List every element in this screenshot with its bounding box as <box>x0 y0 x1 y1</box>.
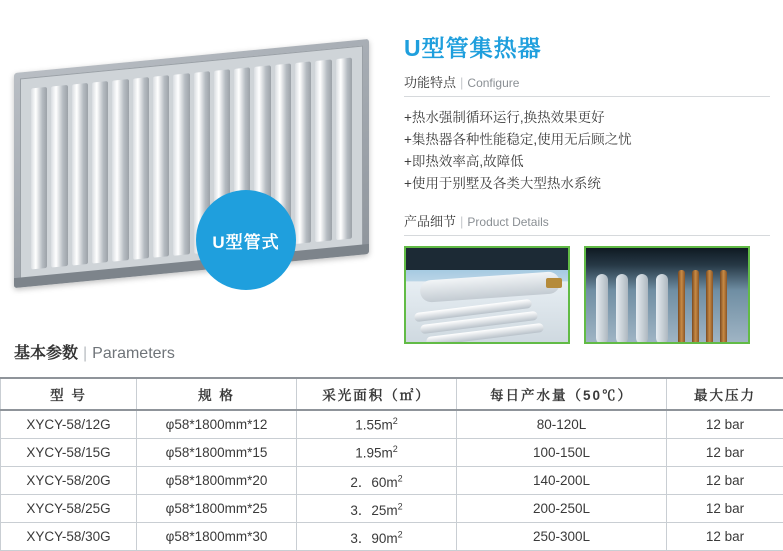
heading-separator: | <box>83 345 87 362</box>
table-row <box>1 467 783 495</box>
cell-spec: φ58*1800mm*15 <box>137 439 297 467</box>
cell-area-value: 1.95 <box>355 446 381 461</box>
cell-spec: φ58*1800mm*30 <box>137 523 297 551</box>
list-item: +集热器各种性能稳定,使用无后顾之忧 <box>404 129 770 151</box>
copper-pipes-photo <box>584 246 750 344</box>
cell-spec: φ58*1800mm*12 <box>137 410 297 439</box>
vacuum-tube <box>153 75 169 258</box>
details-heading-cn: 产品细节 <box>404 214 456 229</box>
brass-fitting <box>546 278 562 288</box>
details-heading <box>404 211 770 236</box>
product-info-column <box>404 30 770 344</box>
table-header-row <box>1 378 783 410</box>
column-header-spec: 规 格 <box>137 378 297 410</box>
vacuum-tube <box>133 77 149 260</box>
cell-max-pressure: 12 bar <box>667 439 783 467</box>
product-type-badge <box>196 190 296 290</box>
cell-model: XYCY-58/20G <box>1 467 137 495</box>
vacuum-tube <box>295 61 311 244</box>
cell-area: $1.95m^2$ <box>297 439 457 467</box>
parameters-heading <box>14 340 783 369</box>
cell-daily-water: 200-250L <box>457 495 667 523</box>
cell-daily-water: 80-120L <box>457 410 667 439</box>
vacuum-tube <box>31 87 47 270</box>
cell-model: XYCY-58/25G <box>1 495 137 523</box>
column-header-model: 型 号 <box>1 378 137 410</box>
cell-spec: φ58*1800mm*20 <box>137 467 297 495</box>
copper-pipe <box>692 270 699 344</box>
cell-area-value: 3．25 <box>350 503 386 518</box>
parameters-heading-cn: 基本参数 <box>14 345 78 362</box>
cell-daily-water: 100-150L <box>457 439 667 467</box>
badge-label: U型管式 <box>212 228 279 253</box>
column-header-daily-water: 每日产水量（50℃） <box>457 378 667 410</box>
copper-pipe <box>678 270 685 344</box>
cell-max-pressure: 12 bar <box>667 410 783 439</box>
table-row <box>1 523 783 551</box>
white-tube <box>656 274 668 344</box>
detail-photo-gallery <box>404 246 770 344</box>
cell-max-pressure: 12 bar <box>667 523 783 551</box>
cell-spec: φ58*1800mm*25 <box>137 495 297 523</box>
features-heading-cn: 功能特点 <box>404 75 456 90</box>
features-heading <box>404 72 770 97</box>
manifold-header-photo <box>404 246 570 344</box>
white-tube <box>616 274 628 344</box>
cell-daily-water: 250-300L <box>457 523 667 551</box>
cell-max-pressure: 12 bar <box>667 495 783 523</box>
cell-area: $1.55m^2$ <box>297 410 457 439</box>
solar-collector-illustration <box>14 39 369 288</box>
manifold-tube <box>419 271 560 303</box>
parameters-section <box>0 340 783 551</box>
list-item: +热水强制循环运行,换热效果更好 <box>404 107 770 129</box>
cell-model: XYCY-58/15G <box>1 439 137 467</box>
list-item: +即热效率高,故障低 <box>404 151 770 173</box>
collector-frame <box>20 45 363 281</box>
table-row <box>1 439 783 467</box>
parameters-table <box>0 377 783 551</box>
page-title: U型管集热器 <box>404 30 770 63</box>
vacuum-tube <box>51 85 67 268</box>
vacuum-tube <box>315 60 331 243</box>
vacuum-tube <box>336 58 352 241</box>
cell-area-value: 2．60 <box>350 475 386 490</box>
vacuum-tube <box>92 81 108 264</box>
cell-area: 3．$90m^2$ <box>297 523 457 551</box>
cell-model: XYCY-58/12G <box>1 410 137 439</box>
white-tube <box>596 274 608 344</box>
copper-pipe <box>720 270 727 344</box>
vacuum-tube <box>173 73 189 256</box>
feature-list <box>404 107 770 195</box>
cell-area-value: 3．90 <box>350 531 386 546</box>
vacuum-tube <box>112 79 128 262</box>
product-image <box>14 56 369 271</box>
cell-daily-water: 140-200L <box>457 467 667 495</box>
column-header-max-pressure: 最大压力 <box>667 378 783 410</box>
table-row <box>1 495 783 523</box>
cell-model: XYCY-58/30G <box>1 523 137 551</box>
list-item: +使用于别墅及各类大型热水系统 <box>404 173 770 195</box>
copper-pipe <box>706 270 713 344</box>
table-row <box>1 410 783 439</box>
heading-separator: | <box>460 75 463 90</box>
features-heading-en: Configure <box>467 76 519 90</box>
photo-background-band <box>406 248 568 270</box>
details-heading-en: Product Details <box>467 215 548 229</box>
heading-separator: | <box>460 214 463 229</box>
cell-area-value: 1.55 <box>355 418 381 433</box>
vacuum-tube <box>72 83 88 266</box>
vacuum-tubes-group <box>31 58 352 270</box>
white-tube <box>636 274 648 344</box>
column-header-area: 采光面积（㎡） <box>297 378 457 410</box>
cell-area: 3．$25m^2$ <box>297 495 457 523</box>
parameters-heading-en: Parameters <box>92 345 175 362</box>
cell-area: 2．$60m^2$ <box>297 467 457 495</box>
cell-max-pressure: 12 bar <box>667 467 783 495</box>
